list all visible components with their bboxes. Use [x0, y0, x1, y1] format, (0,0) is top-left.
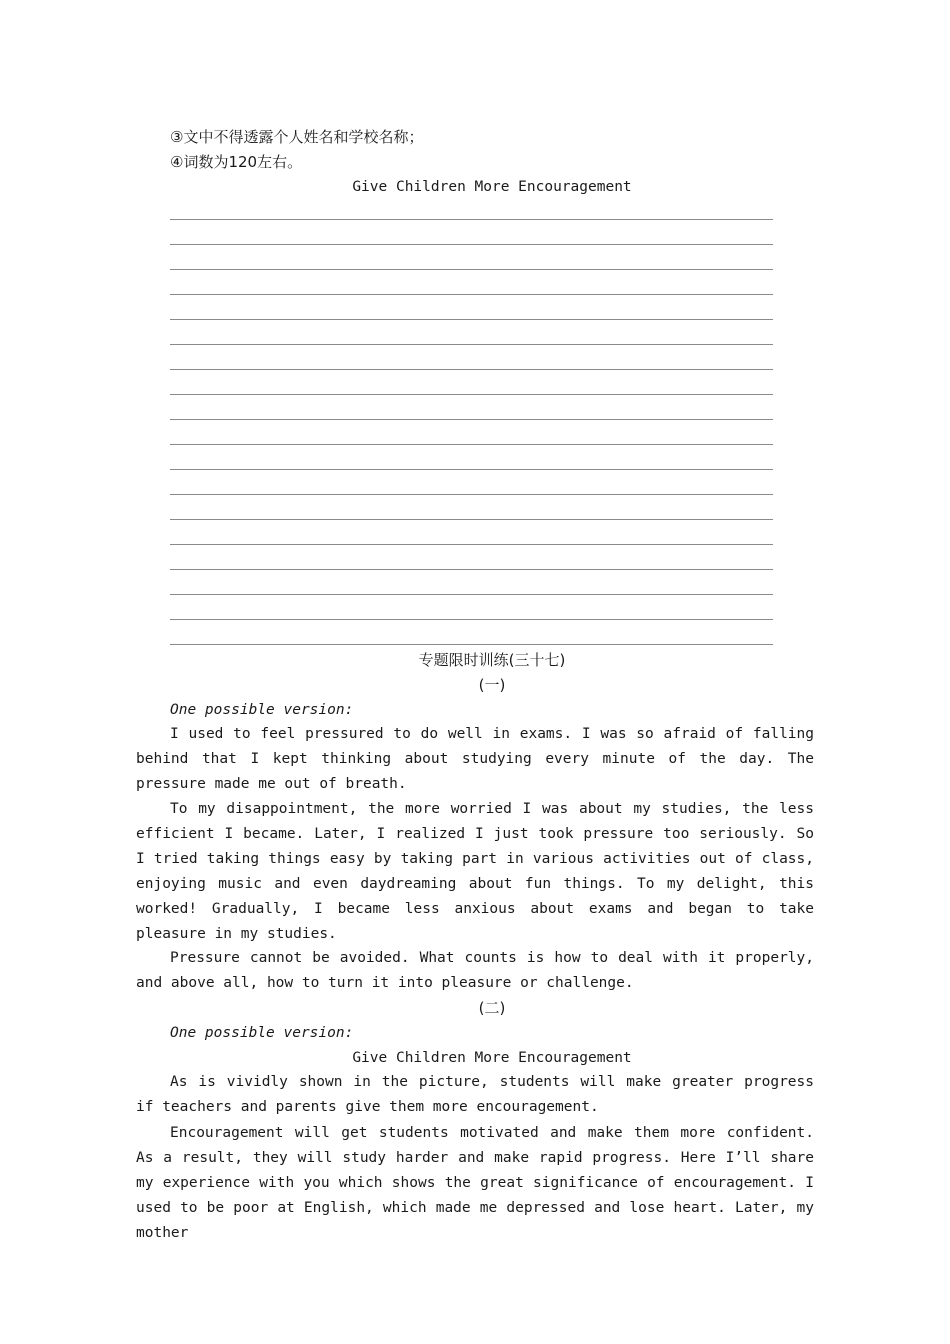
- answer-line: [170, 519, 773, 520]
- answer-line: [170, 294, 773, 295]
- writing-title: Give Children More Encouragement: [352, 179, 632, 195]
- answer-line: [170, 569, 773, 570]
- answer-line: [170, 219, 773, 220]
- section-heading: 专题限时训练(三十七): [418, 651, 566, 669]
- part1-paragraph-3: Pressure cannot be avoided. What counts is how to deal with it properly, and above all, how to turn it into pleasure or challenge.: [136, 950, 814, 991]
- part2-paragraph-1: As is vividly shown in the picture, students will make greater progress if teachers and parents give them more encouragement.: [136, 1074, 814, 1115]
- answer-line: [170, 444, 773, 445]
- answer-line: [170, 419, 773, 420]
- part1-paragraph-1: I used to feel pressured to do well in exams. I was so afraid of falling behind that I kept thinking about studying every minute of the day. The pressure made me out of breath.: [136, 726, 814, 792]
- answer-line: [170, 269, 773, 270]
- part2-marker: (二): [478, 999, 506, 1017]
- answer-line: [170, 594, 773, 595]
- part2-paragraph-2: Encouragement will get students motivated and make them more confident. As a result, they will study harder and make rapid progress. Here I’ll share my experience with you which shows the great significance of encouragement. I used to be poor at English, which made me depressed and lose heart. Later, my mother: [136, 1125, 814, 1241]
- answer-line: [170, 344, 773, 345]
- answer-line: [170, 369, 773, 370]
- part1-paragraph-2: To my disappointment, the more worried I was about my studies, the less efficient I became. Later, I realized I just took pressure too seriously. So I tried taking things easy by taking part in various activities out of class, enjoying music and even daydreaming about fun things. To my delight, this worked! Gradually, I became less anxious about exams and began to take pleasure in my studies.: [136, 801, 814, 942]
- answer-line: [170, 494, 773, 495]
- answer-line: [170, 544, 773, 545]
- answer-lines: [170, 219, 773, 669]
- part1-marker: (一): [478, 676, 506, 694]
- answer-line: [170, 319, 773, 320]
- part2-title: Give Children More Encouragement: [352, 1050, 632, 1066]
- answer-line: [170, 394, 773, 395]
- requirement-item-4: ④词数为120左右。: [170, 153, 303, 171]
- answer-line: [170, 469, 773, 470]
- requirement-item-3: ③文中不得透露个人姓名和学校名称；: [170, 128, 424, 146]
- answer-line: [170, 619, 773, 620]
- part2-label: One possible version:: [170, 1025, 354, 1041]
- part1-label: One possible version:: [170, 702, 354, 718]
- answer-line: [170, 644, 773, 645]
- answer-line: [170, 244, 773, 245]
